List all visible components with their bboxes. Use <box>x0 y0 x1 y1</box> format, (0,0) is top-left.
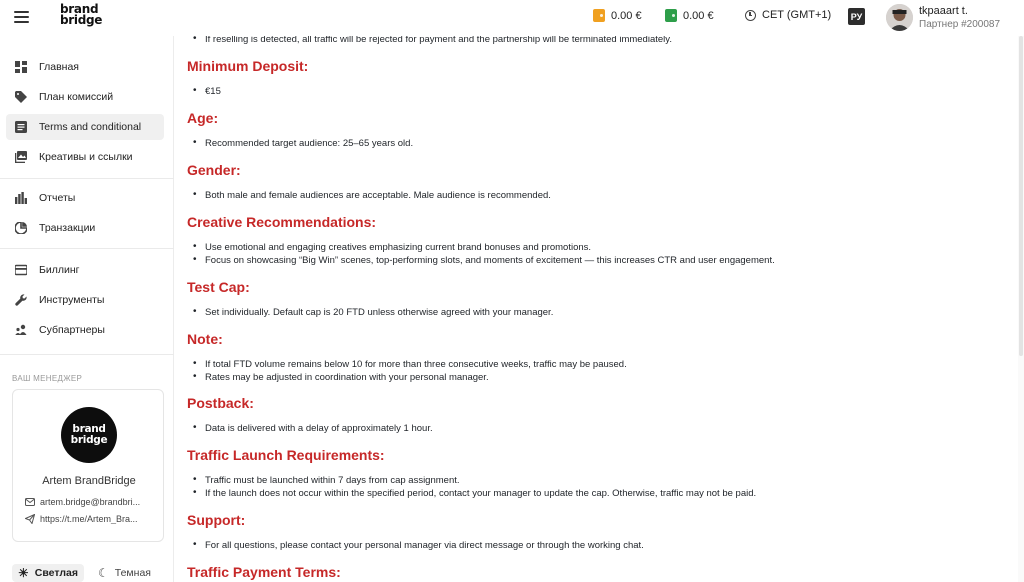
list-item: • Rates may be adjusted in coordination with your personal manager. <box>205 372 489 383</box>
sidebar-item-subpartners[interactable] <box>6 317 164 343</box>
sidebar-item-creatives[interactable] <box>6 144 164 170</box>
sidebar-item-label: Биллинг <box>39 264 80 276</box>
avatar[interactable] <box>886 4 913 31</box>
manager-card <box>12 389 164 542</box>
send-icon <box>25 514 35 524</box>
sidebar-item-label: Главная <box>39 61 79 73</box>
mail-icon <box>25 497 35 507</box>
timezone-selector[interactable] <box>745 9 831 21</box>
manager-section-title: ВАШ МЕНЕДЖЕР <box>12 374 83 383</box>
manager-telegram[interactable]: https://t.me/Artem_Bra... <box>25 514 155 524</box>
scrollbar-thumb[interactable] <box>1019 36 1023 356</box>
manager-email[interactable]: artem.bridge@brandbri... <box>25 497 155 507</box>
section-title: Support: <box>187 512 246 528</box>
sidebar-item-tools[interactable] <box>6 287 164 313</box>
list-item: • Data is delivered with a delay of approximately 1 hour. <box>205 423 433 434</box>
clock-icon <box>745 10 756 21</box>
divider <box>0 178 174 179</box>
users-icon <box>14 324 27 337</box>
divider <box>0 248 174 249</box>
section-title: Minimum Deposit: <box>187 58 309 74</box>
moon-icon: ☾ <box>98 566 109 580</box>
document-icon <box>14 121 27 134</box>
partner-id: Партнер #200087 <box>919 19 1001 30</box>
list-item: • Recommended target audience: 25–65 years old. <box>205 138 413 149</box>
wallet-amount: 0.00 € <box>683 9 714 22</box>
list-item: • €15 <box>205 86 221 97</box>
wallet-amount: 0.00 € <box>611 9 642 22</box>
sidebar-item-terms[interactable] <box>6 114 164 140</box>
list-item: • If reselling is detected, all traffic will be rejected for payment and the partnership will be terminated immediately. <box>205 36 672 45</box>
sidebar-item-transactions[interactable] <box>6 215 164 241</box>
section-title: Test Cap: <box>187 279 250 295</box>
pie-chart-icon <box>14 222 27 235</box>
sidebar-item-billing[interactable] <box>6 257 164 283</box>
section-title: Gender: <box>187 162 241 178</box>
manager-name: Artem BrandBridge <box>42 475 136 487</box>
sidebar-item-commission-plan[interactable] <box>6 84 164 110</box>
card-icon <box>14 264 27 277</box>
dashboard-icon <box>14 61 27 74</box>
sidebar-item-label: Инструменты <box>39 294 105 306</box>
wallet-balance-2[interactable] <box>665 9 714 22</box>
timezone-label: CET (GMT+1) <box>762 9 832 21</box>
section-title: Note: <box>187 331 223 347</box>
theme-light-button[interactable]: ☀ Светлая <box>12 564 84 582</box>
section-title: Traffic Payment Terms: <box>187 564 341 580</box>
sidebar-item-label: Terms and conditional <box>39 121 142 133</box>
list-item: • If the launch does not occur within the specified period, contact your manager to update the cap. Otherwise, traffic may not be paid. <box>205 488 756 499</box>
list-item: • Traffic must be launched within 7 days from cap assignment. <box>205 475 460 486</box>
scrollbar[interactable] <box>1018 36 1024 582</box>
section-title: Age: <box>187 110 219 126</box>
sidebar <box>0 36 174 582</box>
theme-dark-button[interactable]: ☾ Темная <box>98 566 151 580</box>
sidebar-item-label: План комиссий <box>39 91 114 103</box>
wallet-icon <box>665 9 677 22</box>
language-switch[interactable]: РУ <box>848 8 865 25</box>
user-name[interactable]: tkpaaart t. <box>919 5 968 17</box>
top-header <box>0 0 1024 36</box>
list-item: • Both male and female audiences are acceptable. Male audience is recommended. <box>205 190 551 201</box>
tag-icon <box>14 91 27 104</box>
wallet-balance-1[interactable] <box>593 9 642 22</box>
manager-logo: brand bridge <box>61 407 117 463</box>
brand-logo[interactable]: brand bridge <box>60 2 103 27</box>
sidebar-item-label: Транзакции <box>39 222 96 234</box>
section-title: Postback: <box>187 395 254 411</box>
bar-chart-icon <box>14 192 27 205</box>
list-item: • Set individually. Default cap is 20 FTD unless otherwise agreed with your manager. <box>205 307 553 318</box>
menu-icon[interactable] <box>14 11 29 23</box>
divider <box>0 354 174 355</box>
image-icon <box>14 151 27 164</box>
sidebar-item-label: Отчеты <box>39 192 76 204</box>
sidebar-item-label: Субпартнеры <box>39 324 105 336</box>
section-title: Creative Recommendations: <box>187 214 377 230</box>
wrench-icon <box>14 294 27 307</box>
terms-content <box>187 36 1017 582</box>
list-item: • Use emotional and engaging creatives emphasizing current brand bonuses and promotions. <box>205 242 591 253</box>
list-item: • Focus on showcasing “Big Win” scenes, top-performing slots, and moments of excitement — this increases CTR and user engagement. <box>205 255 775 266</box>
list-item: • For all questions, please contact your personal manager via direct message or through the working chat. <box>205 540 644 551</box>
sidebar-item-reports[interactable] <box>6 185 164 211</box>
sidebar-item-label: Креативы и ссылки <box>39 151 133 163</box>
sun-icon: ☀ <box>18 566 29 580</box>
list-item: • If total FTD volume remains below 10 for more than three consecutive weeks, traffic may be paused. <box>205 359 627 370</box>
sidebar-item-home[interactable] <box>6 54 164 80</box>
section-title: Traffic Launch Requirements: <box>187 447 385 463</box>
wallet-icon <box>593 9 605 22</box>
